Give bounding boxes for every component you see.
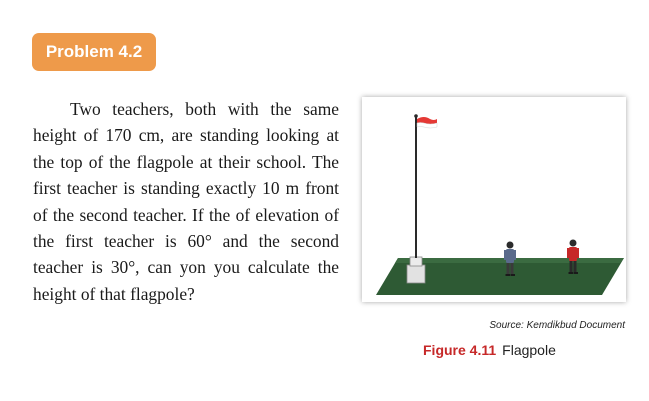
figure-caption (423, 342, 556, 358)
flagpole-illustration (362, 97, 626, 302)
figure-number: Figure 4.11 (423, 342, 497, 358)
figure-title: Flagpole (502, 342, 556, 358)
figure-source: Source: Kemdikbud Document (489, 320, 625, 331)
flagpole-figure (362, 97, 626, 302)
flagpole-base (407, 257, 425, 283)
problem-label: Problem 4.2 (32, 33, 156, 71)
problem-text: Two teachers, both with the same height of 170 cm, are standing looking at the top of the flagpole at their school. The first teacher is standing exactly 10 m front of the second teacher. If the of elevation of the first teacher is 60° and the second teacher is 30°, can yon you calculate the height of that flagpole? (33, 99, 339, 304)
flag-icon (417, 117, 437, 128)
